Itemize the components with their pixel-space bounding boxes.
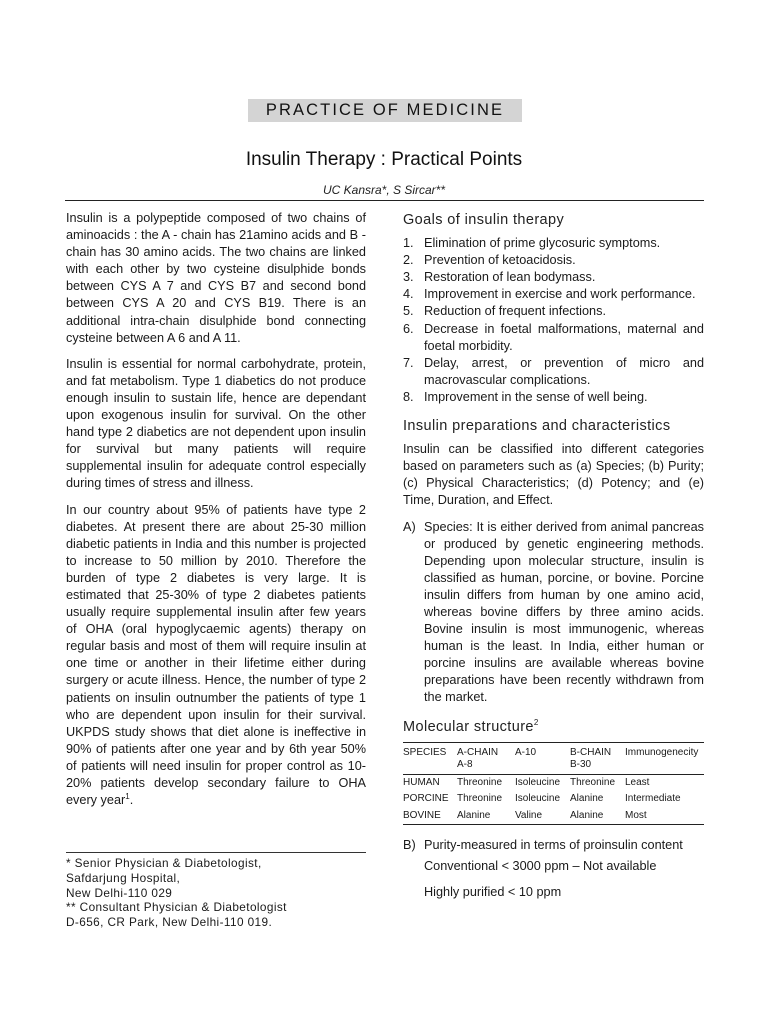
goal-text: Improvement in the sense of well being. (424, 389, 648, 404)
table-cell: HUMAN (403, 776, 440, 788)
table-cell: Threonine (457, 776, 503, 788)
authors: UC Kansra*, S Sircar** (322, 183, 446, 197)
molecular-table (403, 742, 704, 826)
goal-number: 5. (403, 304, 414, 319)
purity-label: B) (403, 838, 416, 853)
citation-1: 1 (125, 791, 130, 801)
preparations-intro: Insulin can be classified into different categories based on parameters such as (a) Species; (b) Purity; (c) Physical Characteristics; (d) Potency; and (e) Time, Duration, and Effect. (403, 442, 704, 508)
table-row (403, 791, 704, 808)
species-text: Species: It is either derived from animal pancreas or produced by genetic engineering methods. Depending upon molecular structure, insulin is classified as human, porcine, or bovine. Porcine insulin differs from human by one amino acid, whereas bovine differs by three amino acids. Bovine insulin is most immunogenic, whereas human is the least. In India, either human or porcine insulins are available whereas bovine preparations have been recently withdrawn from the market. (424, 519, 704, 705)
table-cell: Least (625, 776, 650, 788)
table-header-cell: B-CHAIN B-30 (570, 746, 612, 771)
table-row (403, 774, 704, 791)
table-cell: BOVINE (403, 809, 441, 821)
table-cell: Alanine (570, 809, 604, 821)
goal-text: Improvement in exercise and work performance. (424, 287, 696, 302)
table-cell: PORCINE (403, 793, 449, 805)
goal-item (403, 286, 704, 303)
goal-number: 4. (403, 287, 414, 302)
table-cell: Threonine (570, 776, 616, 788)
goal-text: Delay, arrest, or prevention of micro and macrovascular complications. (424, 355, 704, 387)
species-label: A) (403, 519, 416, 534)
goal-number: 2. (403, 253, 414, 268)
table-header-cell: SPECIES (403, 746, 447, 758)
india-paragraph-text: In our country about 95% of patients have type 2 diabetes. At present there are about 25-30 million diabetic patients in India and this number is projected to increase to 50 million by 2010. Therefore the burden of type 2 diabetes is very large. It is estimated that 25-30% of type 2 diabetes patients usually require supplemental insulin after few years of OHA (oral hypoglycaemic agents) therapy on regular basis and most of them will require insulin at one time or another in their lifetime either during surgery or acute illness. Hence, the number of type 2 patients on insulin outnumber the patients of type 1 who are dependent upon insulin for their survival. UKPDS study shows that diet alone is ineffective in 90% of patients after one year and by 6th year 50% of patients will need insulin for proper control as 10-20% patients develop secondary failure to OHA every year (66, 502, 366, 808)
goal-number: 6. (403, 321, 414, 336)
intro-paragraph: Insulin is a polypeptide composed of two chains of aminoacids : the A - chain has 21amino acids and B - chain has 30 amino acids. The two chains are linked with each other by two cysteine disulphide bonds between CYS A 7 and CYS B7 and second bond between CYS A 20 and CYS B19. There is an additional intra-chain disulphide bond connecting cysteine between A 6 and A 11. (66, 211, 366, 345)
metabolism-paragraph: Insulin is essential for normal carbohydrate, protein, and fat metabolism. Type 1 diabetics do not produce enough insulin to sustain life, hence are dependant upon exogenous insulin for survival. On the other hand type 2 diabetics are not dependent upon insulin for survival but many patients will require supplemental insulin for adequate control especially during times of stress and illness. (66, 356, 366, 491)
goal-item (403, 235, 704, 252)
table-cell: Alanine (457, 809, 491, 821)
goal-text: Elimination of prime glycosuric symptoms. (424, 236, 661, 251)
goal-text: Reduction of frequent infections. (424, 304, 606, 319)
table-cell: Isoleucine (515, 776, 561, 788)
india-paragraph (66, 502, 366, 810)
purity-conventional: Conventional < 3000 ppm – Not available (424, 859, 657, 874)
footnote-rule (66, 852, 366, 853)
table-cell: Isoleucine (515, 793, 561, 805)
table-cell: Most (625, 809, 647, 821)
goal-item (403, 252, 704, 269)
citation-2: 2 (533, 717, 539, 727)
left-column (66, 210, 366, 818)
table-cell: Threonine (457, 793, 503, 805)
goal-number: 3. (403, 270, 414, 285)
goal-number: 8. (403, 389, 414, 404)
table-row (403, 808, 704, 825)
footnote-line: * Senior Physician & Diabetologist, (66, 856, 262, 870)
purity-item (403, 837, 704, 854)
table-header-cell: A-10 (515, 746, 537, 758)
molecular-heading-text: Molecular structure (403, 718, 534, 735)
table-header-cell: Immunogenecity (625, 746, 699, 758)
footnote-line: Safdarjung Hospital, (66, 870, 181, 885)
goal-text: Prevention of ketoacidosis. (424, 253, 576, 268)
goal-text: Restoration of lean bodymass. (424, 270, 596, 285)
right-column (403, 210, 704, 910)
goal-item (403, 303, 704, 320)
footnote-line: ** Consultant Physician & Diabetologist (66, 900, 287, 915)
goal-number: 1. (403, 236, 414, 251)
goal-text: Decrease in foetal malformations, maternal and foetal morbidity. (424, 321, 704, 353)
india-paragraph-end: . (129, 793, 134, 808)
goal-number: 7. (403, 355, 414, 370)
section-label: PRACTICE OF MEDICINE (248, 99, 522, 122)
footnotes (66, 856, 366, 930)
purity-text: Purity-measured in terms of proinsulin content (424, 838, 683, 853)
footnote-line: D-656, CR Park, New Delhi-110 019. (66, 915, 273, 930)
goals-list (403, 235, 704, 406)
goal-item (403, 389, 704, 406)
goal-item (403, 355, 704, 389)
species-item (403, 519, 704, 707)
table-cell: Valine (515, 809, 543, 821)
purity-highly-purified: Highly purified < 10 ppm (424, 885, 562, 900)
table-header-row (403, 742, 704, 774)
table-cell: Alanine (570, 793, 604, 805)
table-cell: Intermediate (625, 793, 681, 805)
molecular-heading (403, 719, 704, 736)
preparations-heading: Insulin preparations and characteristics (403, 418, 671, 435)
footnote-line: New Delhi-110 029 (66, 885, 173, 900)
goal-item (403, 321, 704, 355)
article-title: Insulin Therapy : Practical Points (245, 149, 523, 170)
table-header-cell: A-CHAIN A-8 (457, 746, 499, 771)
title-rule (65, 200, 704, 201)
goal-item (403, 269, 704, 286)
goals-heading: Goals of insulin therapy (403, 212, 565, 228)
